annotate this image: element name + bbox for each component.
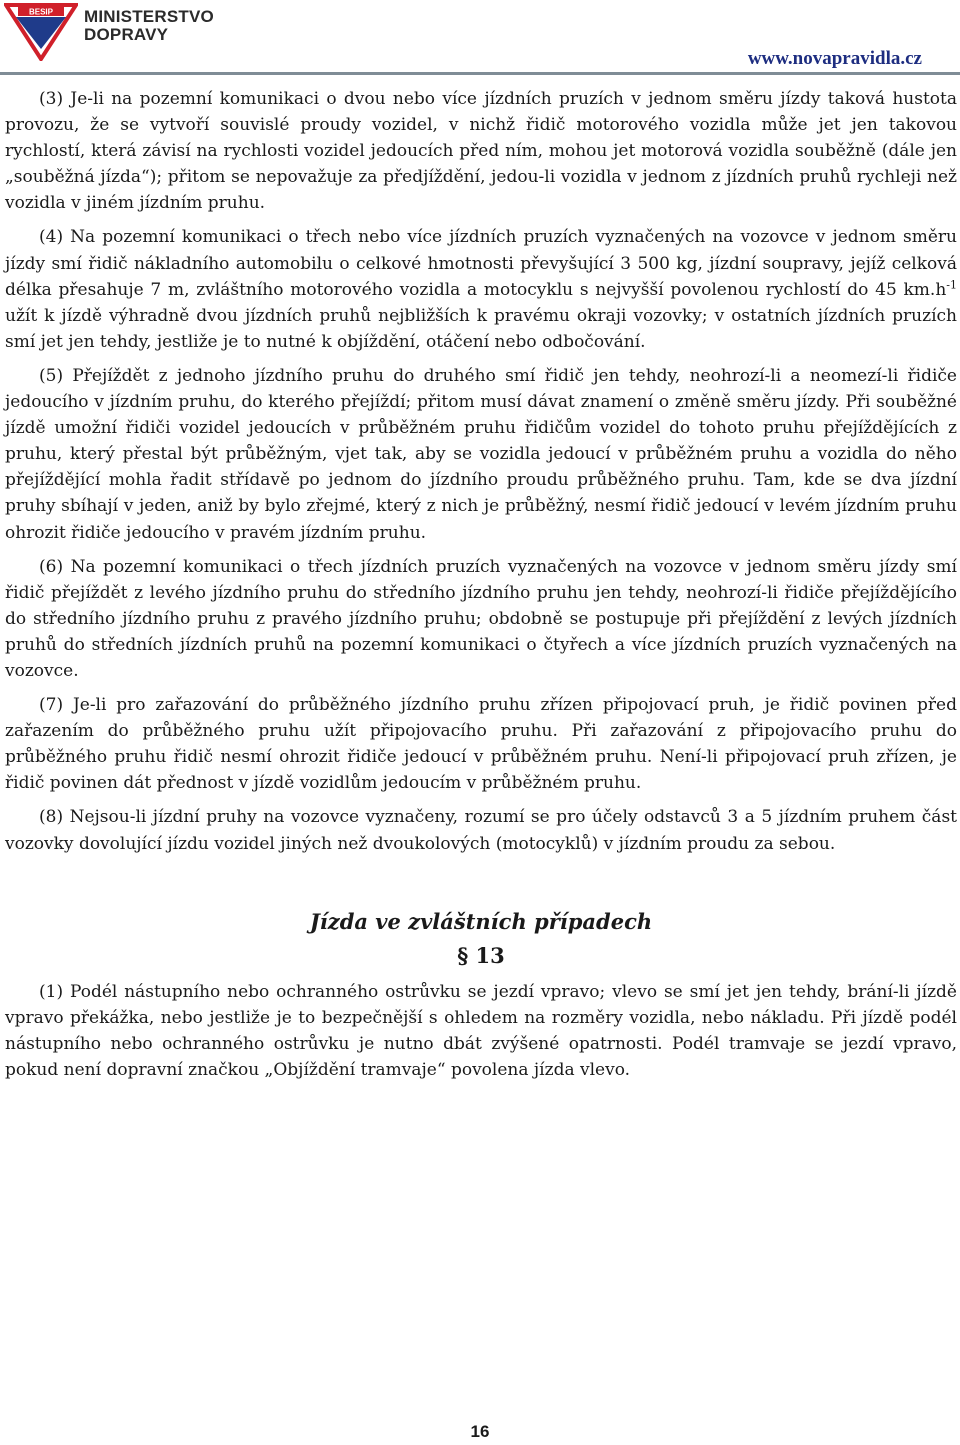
paragraph-3: (3) Je-li na pozemní komunikaci o dvou nebo více jízdních pruzích v jednom směru jízdy taková hustota provozu, že se vytvoří souvislé proudy vozidel, v nichž řidič motorového vozidla může jet jen takovou rychlostí, která závisí na rychlosti vozidel jedoucích před ním, mohou jet motorová vozidla souběžně (dále jen „souběžná jízda“); přitom se nepovažuje za předjíždění, jedou-li vozidla v jednom z jízdních pruhů rychleji než vozidla v jiném jízdním pruhu. (5, 89, 957, 214)
p4-text-after: užít k jízdě výhradně dvou jízdních pruhů nejbližších k pravému okraji vozovky; v ostatních jízdních pruzích smí jet jen tehdy, jestliže je to nutné k objíždění, otáčení nebo odbočování. (5, 305, 957, 352)
paragraph-8: (8) Nejsou-li jízdní pruhy na vozovce vyznačeny, rozumí se pro účely odstavců 3 a 5 jízdním pruhem část vozovky dovolující jízdu vozidel jiných než dvoukolových (motocyklů) v jízdním proudu za sebou. (5, 807, 957, 854)
paragraph-6: (6) Na pozemní komunikaci o třech jízdních pruzích vyznačených na vozovce v jednom směru jízdy smí řidič přejíždět z levého jízdního pruhu do středního jízdního pruhu jen tehdy, neohrozí-li řidiče přejíždějícího do středního jízdního pruhu z pravého jízdního pruhu; obdobně se postupuje při přejíždění z levých jízdních pruhů do středních jízdních pruhů na pozemní komunikaci o čtyřech a více jízdních pruzích vyznačených na vozovce. (5, 556, 957, 681)
besip-logo-icon (4, 3, 78, 61)
ministry-name (84, 8, 214, 44)
section-heading: Jízda ve zvláštních případech (309, 908, 653, 934)
p4-superscript: -1 (946, 278, 957, 291)
logo-text: BESIP (28, 7, 54, 17)
ministry-line1: MINISTERSTVO (84, 7, 214, 26)
page-header (0, 0, 960, 80)
ministry-line2: DOPRAVY (84, 25, 169, 44)
page-number: 16 (470, 1422, 490, 1441)
paragraph-13-1: (1) Podél nástupního nebo ochranného ostrůvku se jezdí vpravo; vlevo se smí jet jen tehdy, brání-li jízdě vpravo překážka, nebo jestliže je to bezpečnější s ohledem na rozměry vozidla, nebo nákladu. Při jízdě podél nástupního nebo ochranného ostrůvku je nutno dbát zvýšené opatrnosti. Podél tramvaje se jezdí vpravo, pokud není dopravní značkou „Objíždění tramvaje“ povolena jízda vlevo. (5, 981, 957, 1080)
section-number: § 13 (457, 942, 505, 968)
website-link[interactable]: www.novapravidla.cz (747, 48, 922, 69)
p4-text-before: (4) Na pozemní komunikaci o třech nebo více jízdních pruzích vyznačených na vozovce v jednom směru jízdy smí řidič nákladního automobilu o celkové hmotnosti převyšující 3 500 kg, jízdní soupravy, jejíž celková délka přesahuje 7 m, zvláštního motorového vozidla a motocyklu s nejvyšší povolenou rychlostí do 45 km.h (5, 227, 957, 300)
paragraph-4 (5, 224, 957, 354)
document-body (5, 86, 957, 1091)
paragraph-5: (5) Přejíždět z jednoho jízdního pruhu do druhého smí řidič jen tehdy, neohrozí-li a neomezí-li řidiče jedoucího v jízdním pruhu, do kterého přejíždí; přitom musí dávat znamení o změně směru jízdy. Při souběžné jízdě umožní řidiči vozidel jedoucích v průběžném pruhu řidičům vozidel do tohoto pruhu přejíždějících z pruhu, který přestal být průběžným, vjet tak, aby se vozidla jedoucí v průběžném pruhu a vozidla do něho přejíždějící mohla řadit střídavě po jednom do jízdního proudu průběžného pruhu. Tam, kde se dva jízdní pruhy sbíhají v jeden, aniž by bylo zřejmé, který z nich je průběžný, nesmí řidič jedoucí v levém jízdním pruhu ohrozit řidiče jedoucího v pravém jízdním pruhu. (5, 365, 957, 543)
paragraph-7: (7) Je-li pro zařazování do průběžného jízdního pruhu zřízen připojovací pruh, je řidič povinen před zařazením do průběžného pruhu užít připojovacího pruhu. Při zařazování z připojovacího pruhu do průběžného pruhu řidič nesmí ohrozit řidiče jedoucí v průběžném pruhu. Není-li připojovací pruh zřízen, je řidič povinen dát přednost v jízdě vozidlům jedoucím v průběžném pruhu. (5, 695, 957, 794)
header-divider (0, 72, 960, 75)
